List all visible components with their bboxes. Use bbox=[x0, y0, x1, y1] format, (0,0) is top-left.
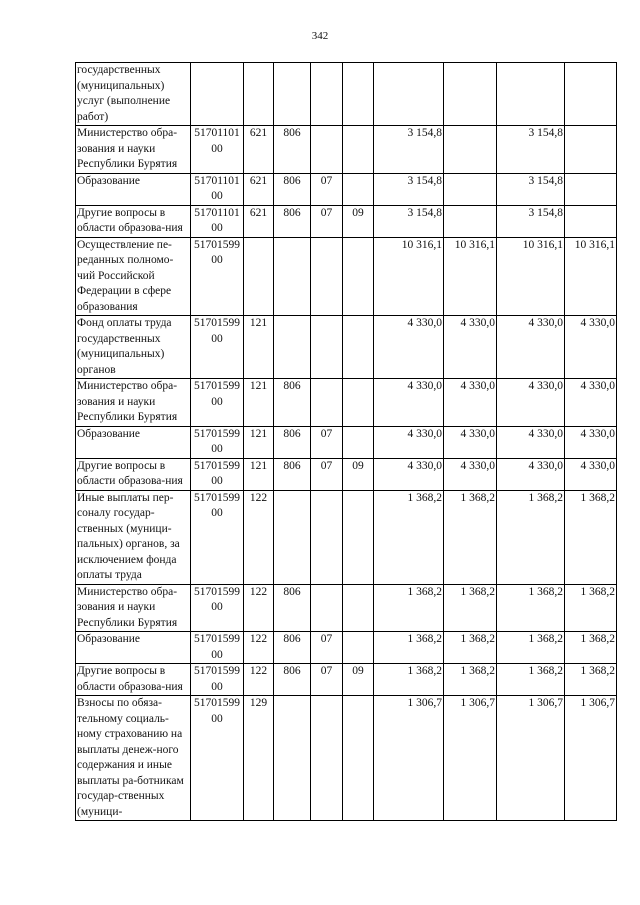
target-code-cell bbox=[191, 63, 244, 126]
amount-cell-2 bbox=[444, 173, 497, 205]
subsection-cell bbox=[343, 126, 374, 174]
amount-cell-4 bbox=[565, 126, 617, 174]
amount-cell-3 bbox=[497, 63, 565, 126]
expense-type-cell: 621 bbox=[244, 173, 274, 205]
amount-cell-1: 1 306,7 bbox=[374, 696, 444, 821]
expense-type-cell: 621 bbox=[244, 126, 274, 174]
section-cell: 07 bbox=[311, 664, 343, 696]
amount-cell-4: 4 330,0 bbox=[565, 458, 617, 490]
table-row bbox=[76, 696, 617, 821]
section-cell bbox=[311, 696, 343, 821]
table-row bbox=[76, 664, 617, 696]
ministry-code-cell bbox=[274, 696, 311, 821]
expense-type-cell: 129 bbox=[244, 696, 274, 821]
target-code-cell: 5170159900 bbox=[191, 316, 244, 379]
section-cell: 07 bbox=[311, 205, 343, 237]
target-code-cell: 5170159900 bbox=[191, 379, 244, 427]
subsection-cell: 09 bbox=[343, 205, 374, 237]
target-code-cell: 5170159900 bbox=[191, 458, 244, 490]
page-number: 342 bbox=[311, 30, 329, 42]
amount-cell-1: 1 368,2 bbox=[374, 584, 444, 632]
amount-cell-1: 1 368,2 bbox=[374, 490, 444, 584]
amount-cell-2: 1 368,2 bbox=[444, 490, 497, 584]
expense-type-cell: 621 bbox=[244, 205, 274, 237]
amount-cell-4: 4 330,0 bbox=[565, 379, 617, 427]
section-cell: 07 bbox=[311, 426, 343, 458]
subsection-cell bbox=[343, 237, 374, 316]
subsection-cell bbox=[343, 63, 374, 126]
row-name-cell: государственных (муниципальных) услуг (выполнение работ) bbox=[76, 63, 191, 126]
target-code-cell: 5170159900 bbox=[191, 490, 244, 584]
row-name-cell: Министерство обра-зования и науки Республики Бурятия bbox=[76, 584, 191, 632]
ministry-code-cell: 806 bbox=[274, 458, 311, 490]
target-code-cell: 5170110100 bbox=[191, 173, 244, 205]
amount-cell-2: 1 368,2 bbox=[444, 664, 497, 696]
row-name-cell: Образование bbox=[76, 173, 191, 205]
amount-cell-4 bbox=[565, 205, 617, 237]
table-row bbox=[76, 173, 617, 205]
subsection-cell bbox=[343, 584, 374, 632]
amount-cell-4: 1 368,2 bbox=[565, 632, 617, 664]
expense-type-cell: 122 bbox=[244, 632, 274, 664]
expense-type-cell: 122 bbox=[244, 490, 274, 584]
amount-cell-3: 1 368,2 bbox=[497, 664, 565, 696]
amount-cell-4: 4 330,0 bbox=[565, 426, 617, 458]
expense-type-cell: 121 bbox=[244, 316, 274, 379]
subsection-cell bbox=[343, 173, 374, 205]
expense-type-cell: 122 bbox=[244, 664, 274, 696]
row-name-cell: Иные выплаты пер-соналу государ-ственных (муници-пальных) органов, за исключением фонда оплаты труда bbox=[76, 490, 191, 584]
amount-cell-4 bbox=[565, 63, 617, 126]
amount-cell-1: 3 154,8 bbox=[374, 126, 444, 174]
amount-cell-1: 4 330,0 bbox=[374, 458, 444, 490]
amount-cell-4: 1 368,2 bbox=[565, 664, 617, 696]
amount-cell-3: 4 330,0 bbox=[497, 316, 565, 379]
amount-cell-2: 10 316,1 bbox=[444, 237, 497, 316]
amount-cell-2: 4 330,0 bbox=[444, 458, 497, 490]
section-cell: 07 bbox=[311, 458, 343, 490]
table-row bbox=[76, 205, 617, 237]
amount-cell-2 bbox=[444, 205, 497, 237]
table-row bbox=[76, 426, 617, 458]
expense-type-cell bbox=[244, 237, 274, 316]
table-row bbox=[76, 632, 617, 664]
amount-cell-3: 1 368,2 bbox=[497, 490, 565, 584]
subsection-cell: 09 bbox=[343, 458, 374, 490]
target-code-cell: 5170159900 bbox=[191, 632, 244, 664]
table-row bbox=[76, 126, 617, 174]
table-row bbox=[76, 490, 617, 584]
amount-cell-4: 1 368,2 bbox=[565, 490, 617, 584]
expense-type-cell: 122 bbox=[244, 584, 274, 632]
expense-type-cell: 121 bbox=[244, 379, 274, 427]
expense-type-cell: 121 bbox=[244, 426, 274, 458]
row-name-cell: Министерство обра-зования и науки Республики Бурятия bbox=[76, 379, 191, 427]
table-row bbox=[76, 63, 617, 126]
ministry-code-cell: 806 bbox=[274, 205, 311, 237]
amount-cell-3: 4 330,0 bbox=[497, 379, 565, 427]
ministry-code-cell: 806 bbox=[274, 126, 311, 174]
row-name-cell: Другие вопросы в области образова-ния bbox=[76, 205, 191, 237]
row-name-cell: Другие вопросы в области образова-ния bbox=[76, 458, 191, 490]
expense-type-cell: 121 bbox=[244, 458, 274, 490]
amount-cell-1 bbox=[374, 63, 444, 126]
row-name-cell: Министерство обра-зования и науки Республики Бурятия bbox=[76, 126, 191, 174]
ministry-code-cell: 806 bbox=[274, 632, 311, 664]
subsection-cell bbox=[343, 632, 374, 664]
amount-cell-2: 1 306,7 bbox=[444, 696, 497, 821]
amount-cell-3: 3 154,8 bbox=[497, 205, 565, 237]
table-row bbox=[76, 458, 617, 490]
ministry-code-cell bbox=[274, 63, 311, 126]
budget-table bbox=[75, 62, 617, 821]
amount-cell-4 bbox=[565, 173, 617, 205]
amount-cell-2: 1 368,2 bbox=[444, 632, 497, 664]
amount-cell-2: 4 330,0 bbox=[444, 316, 497, 379]
amount-cell-2: 4 330,0 bbox=[444, 426, 497, 458]
target-code-cell: 5170159900 bbox=[191, 696, 244, 821]
amount-cell-4: 1 306,7 bbox=[565, 696, 617, 821]
subsection-cell bbox=[343, 316, 374, 379]
table-row bbox=[76, 237, 617, 316]
budget-table-body bbox=[76, 63, 617, 821]
subsection-cell bbox=[343, 490, 374, 584]
amount-cell-3: 1 368,2 bbox=[497, 632, 565, 664]
ministry-code-cell bbox=[274, 316, 311, 379]
section-cell bbox=[311, 126, 343, 174]
amount-cell-3: 10 316,1 bbox=[497, 237, 565, 316]
ministry-code-cell bbox=[274, 237, 311, 316]
amount-cell-2 bbox=[444, 126, 497, 174]
amount-cell-2 bbox=[444, 63, 497, 126]
amount-cell-1: 4 330,0 bbox=[374, 379, 444, 427]
row-name-cell: Взносы по обяза-тельному социаль-ному страхованию на выплаты денеж-ного содержания и иные выплаты ра-ботникам государ-ственных (муници- bbox=[76, 696, 191, 821]
section-cell bbox=[311, 316, 343, 379]
ministry-code-cell: 806 bbox=[274, 584, 311, 632]
subsection-cell bbox=[343, 696, 374, 821]
amount-cell-4: 4 330,0 bbox=[565, 316, 617, 379]
amount-cell-1: 3 154,8 bbox=[374, 205, 444, 237]
amount-cell-4: 1 368,2 bbox=[565, 584, 617, 632]
target-code-cell: 5170159900 bbox=[191, 237, 244, 316]
amount-cell-2: 4 330,0 bbox=[444, 379, 497, 427]
row-name-cell: Образование bbox=[76, 426, 191, 458]
row-name-cell: Образование bbox=[76, 632, 191, 664]
table-row bbox=[76, 316, 617, 379]
amount-cell-1: 4 330,0 bbox=[374, 426, 444, 458]
target-code-cell: 5170110100 bbox=[191, 126, 244, 174]
section-cell: 07 bbox=[311, 173, 343, 205]
ministry-code-cell: 806 bbox=[274, 426, 311, 458]
subsection-cell bbox=[343, 379, 374, 427]
table-row bbox=[76, 379, 617, 427]
amount-cell-1: 4 330,0 bbox=[374, 316, 444, 379]
ministry-code-cell: 806 bbox=[274, 379, 311, 427]
amount-cell-1: 1 368,2 bbox=[374, 664, 444, 696]
amount-cell-3: 4 330,0 bbox=[497, 458, 565, 490]
ministry-code-cell: 806 bbox=[274, 664, 311, 696]
amount-cell-3: 3 154,8 bbox=[497, 126, 565, 174]
target-code-cell: 5170159900 bbox=[191, 426, 244, 458]
row-name-cell: Другие вопросы в области образова-ния bbox=[76, 664, 191, 696]
target-code-cell: 5170110100 bbox=[191, 205, 244, 237]
subsection-cell bbox=[343, 426, 374, 458]
section-cell: 07 bbox=[311, 632, 343, 664]
amount-cell-4: 10 316,1 bbox=[565, 237, 617, 316]
section-cell bbox=[311, 490, 343, 584]
subsection-cell: 09 bbox=[343, 664, 374, 696]
section-cell bbox=[311, 584, 343, 632]
amount-cell-1: 1 368,2 bbox=[374, 632, 444, 664]
amount-cell-3: 3 154,8 bbox=[497, 173, 565, 205]
ministry-code-cell: 806 bbox=[274, 173, 311, 205]
section-cell bbox=[311, 237, 343, 316]
amount-cell-3: 1 306,7 bbox=[497, 696, 565, 821]
amount-cell-3: 1 368,2 bbox=[497, 584, 565, 632]
target-code-cell: 5170159900 bbox=[191, 584, 244, 632]
expense-type-cell bbox=[244, 63, 274, 126]
amount-cell-1: 3 154,8 bbox=[374, 173, 444, 205]
amount-cell-1: 10 316,1 bbox=[374, 237, 444, 316]
target-code-cell: 5170159900 bbox=[191, 664, 244, 696]
section-cell bbox=[311, 63, 343, 126]
table-row bbox=[76, 584, 617, 632]
row-name-cell: Осуществление пе-реданных полномо-чий Российской Федерации в сфере образования bbox=[76, 237, 191, 316]
ministry-code-cell bbox=[274, 490, 311, 584]
amount-cell-3: 4 330,0 bbox=[497, 426, 565, 458]
section-cell bbox=[311, 379, 343, 427]
row-name-cell: Фонд оплаты труда государственных (муниципальных) органов bbox=[76, 316, 191, 379]
amount-cell-2: 1 368,2 bbox=[444, 584, 497, 632]
